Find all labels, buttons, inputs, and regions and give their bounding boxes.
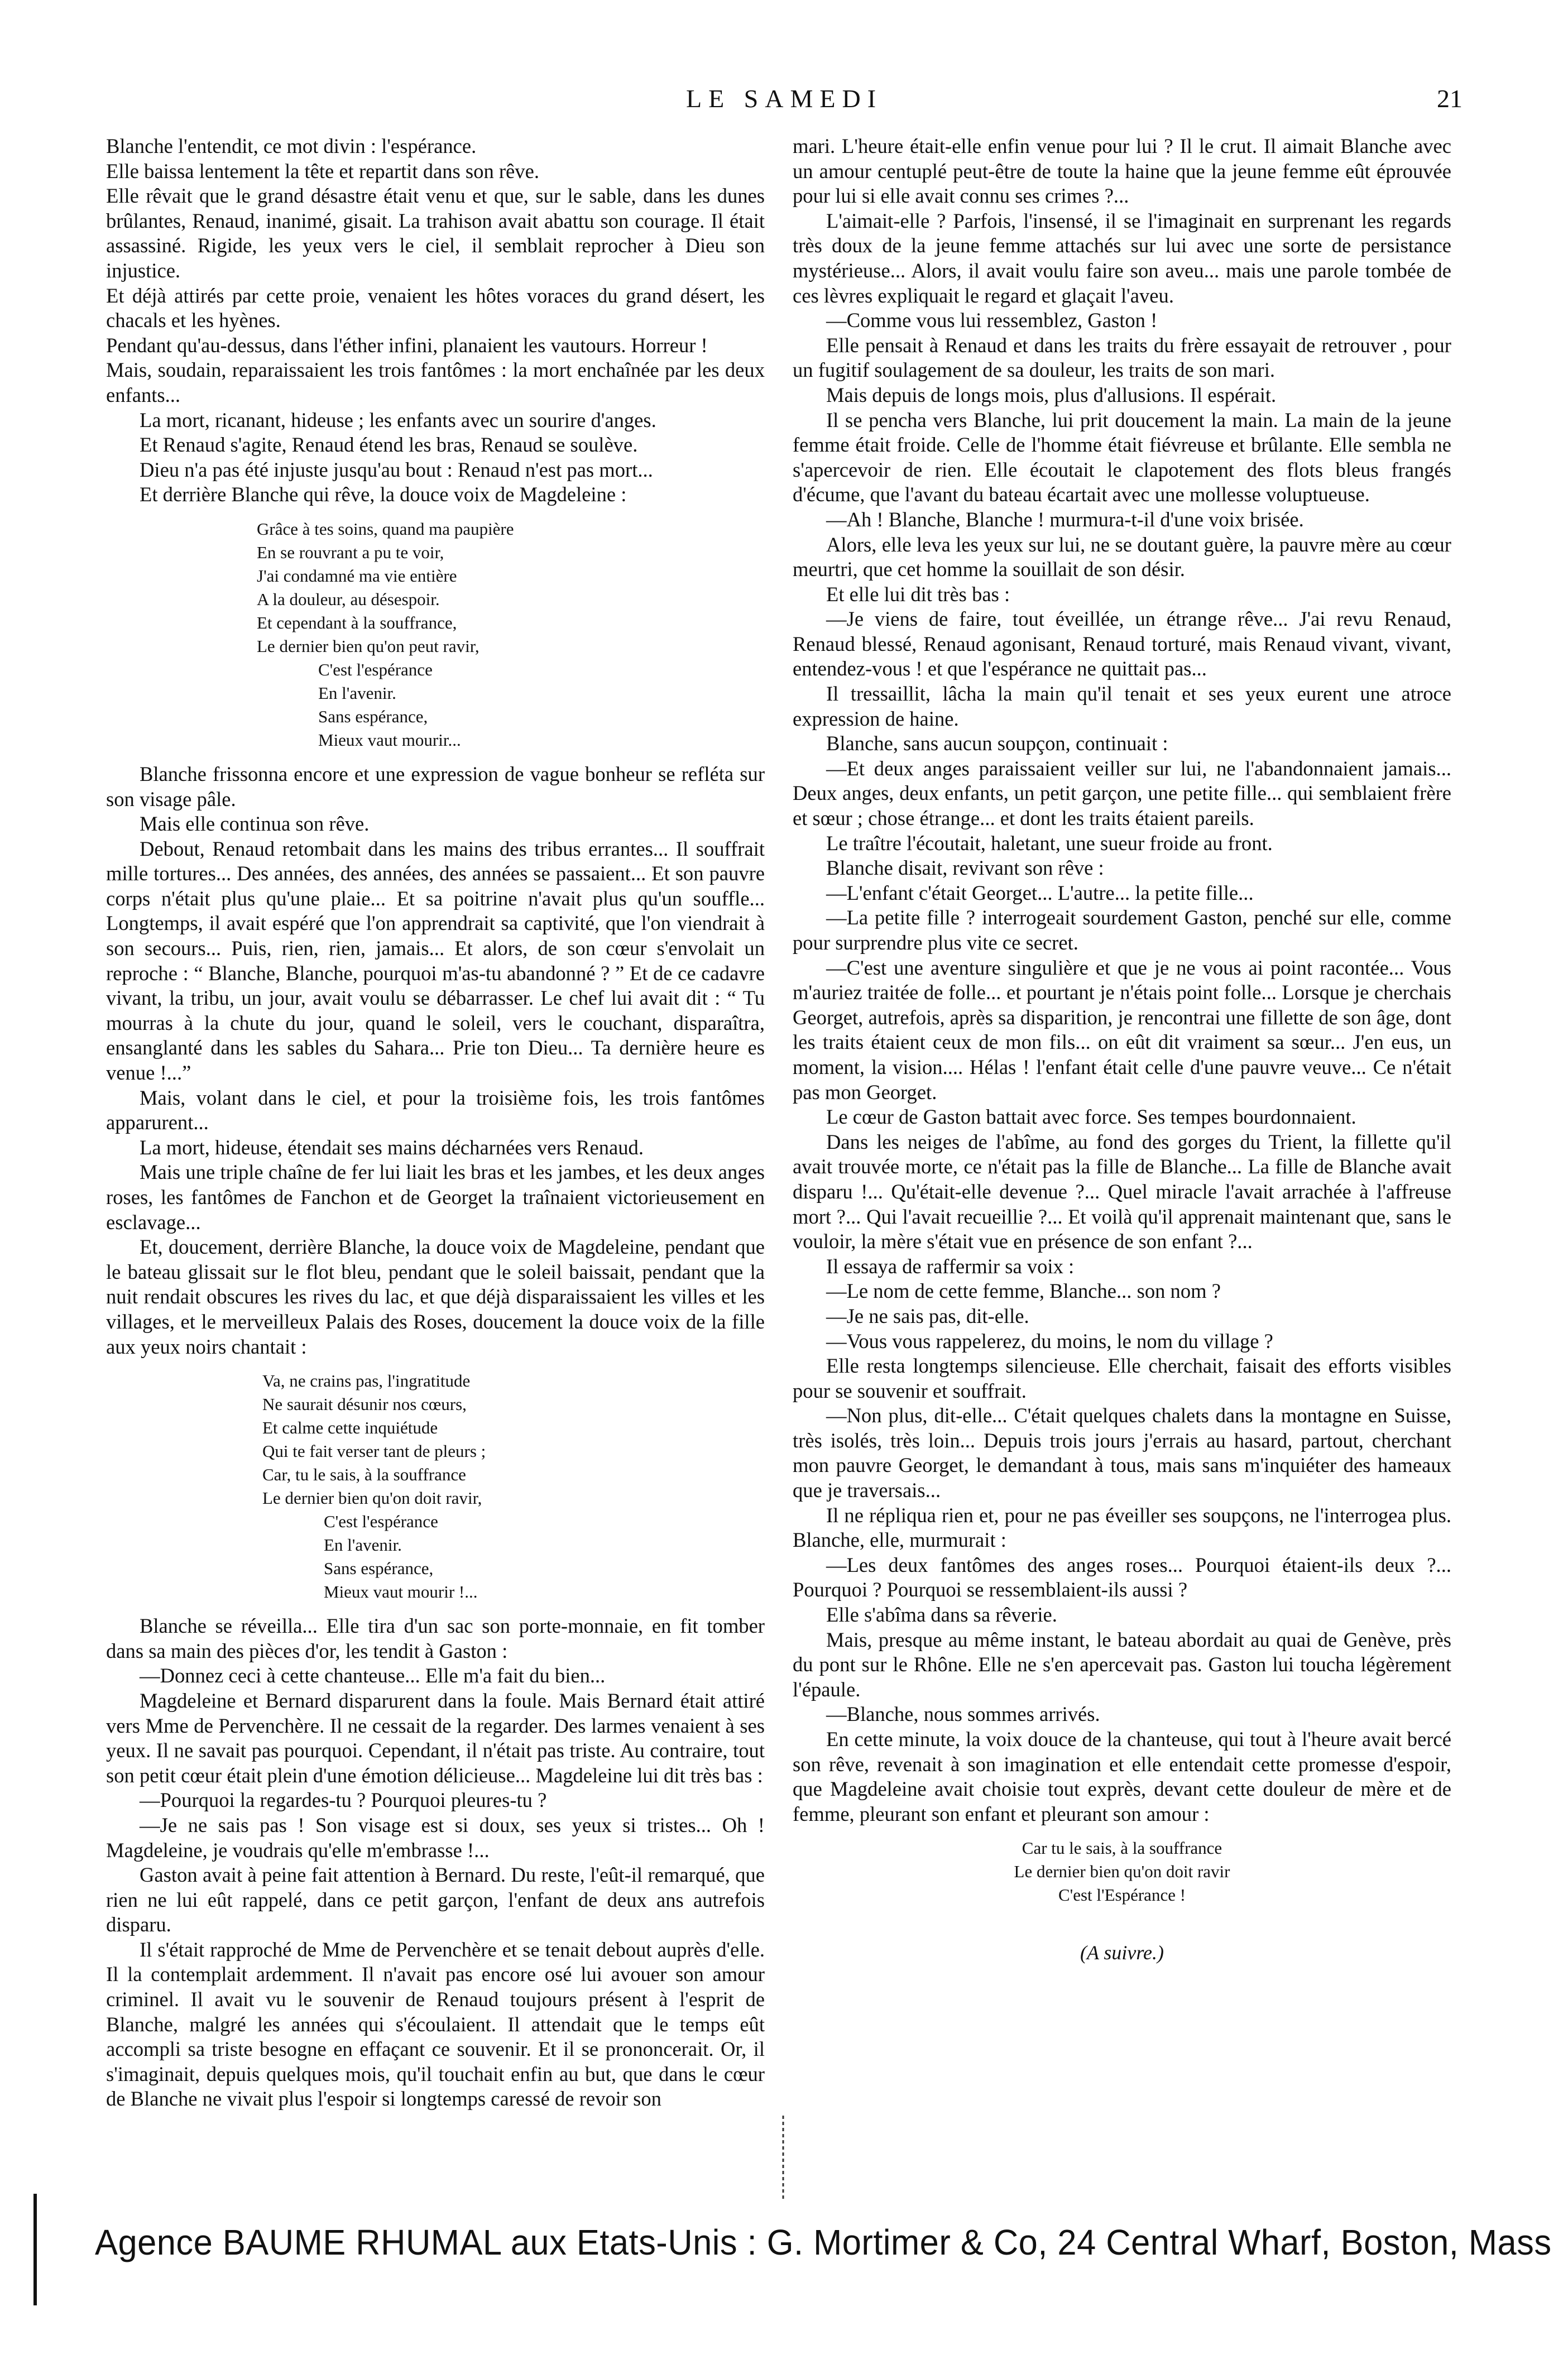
paragraph: Il ne répliqua rien et, pour ne pas éveiller ses soupçons, ne l'interrogea plus. Blanche, elle, murmurait :	[793, 1503, 1451, 1552]
paragraph: Elle pensait à Renaud et dans les traits du frère essayait de retrouver , pour un fugitif soulagement de sa douleur, les traits de son mari.	[793, 333, 1451, 382]
page-number: 21	[1437, 84, 1462, 113]
right-column	[793, 134, 1451, 1965]
paragraph: Blanche se réveilla... Elle tira d'un sac son porte-monnaie, en fit tomber dans sa main des pièces d'or, les tendit à Gaston :	[106, 1614, 765, 1662]
journal-title: LE SAMEDI	[685, 84, 883, 113]
paragraph: —Je ne sais pas, dit-elle.	[826, 1304, 1029, 1327]
paragraph: Mais depuis de longs mois, plus d'allusions. Il espérait.	[826, 383, 1277, 406]
verse-line: C'est l'espérance	[318, 659, 433, 679]
paragraph: —Les deux fantômes des anges roses... Pourquoi étaient-ils deux ?... Pourquoi ? Pourquoi se ressemblaient-ils aussi ?	[793, 1553, 1451, 1601]
paragraph: —Le nom de cette femme, Blanche... son nom ?	[826, 1279, 1221, 1303]
paragraph: Mais elle continua son rêve.	[140, 812, 370, 836]
paragraph: Alors, elle leva les yeux sur lui, ne se doutant guère, la pauvre mère au cœur meurtri, que cet homme la souillait de son désir.	[793, 533, 1451, 581]
paragraph: Et déjà attirés par cette proie, venaient les hôtes voraces du grand désert, les chacals et les hyènes.	[106, 284, 765, 332]
paragraph: Dieu n'a pas été injuste jusqu'au bout : Renaud n'est pas mort...	[140, 458, 653, 481]
verse-line: Qui te fait verser tant de pleurs ;	[262, 1441, 486, 1461]
verse-line: A la douleur, au désespoir.	[257, 589, 440, 609]
verse-line: Grâce à tes soins, quand ma paupière	[257, 519, 514, 539]
paragraph: Magdeleine et Bernard disparurent dans la foule. Mais Bernard était attiré vers Mme de Pervenchère. Il ne cessait de la regarder. Des larmes venaient à ses yeux. Il ne savait pas pourquoi. Cependant, il n'était pas triste. Au contraire, tout son petit cœur était plein d'une émotion délicieuse... Magdeleine lui dit très bas :	[106, 1689, 765, 1787]
paragraph: Il se pencha vers Blanche, lui prit doucement la main. La main de la jeune femme était froide. Celle de l'homme était fiévreuse et brûlante. Elle sembla ne s'apercevoir de rien. Elle écoutait le clapotement des flots bleus frangés d'écume, que l'avant du bateau écartait avec une mollesse voluptueuse.	[793, 408, 1451, 506]
paragraph: Debout, Renaud retombait dans les mains des tribus errantes... Il souffrait mille tortures... Des années, des années, des années se passaient... Et son pauvre corps n'était plus qu'une plaie... Et sa poitrine n'avait plus qu'un souffle... Longtemps, il avait espéré que l'on apprendrait sa captivité, que l'on viendrait à son secours... Puis, rien, rien, jamais... Et alors, de son cœur s'envolait un reproche : “ Blanche, Blanche, pourquoi m'as-tu abandonné ? ” Et de ce cadavre vivant, la tribu, un jour, avait voulu se débarrasser. Le chef lui avait dit : “ Tu mourras à la chute du jour, quand le soleil, vers le couchant, disparaîtra, ensanglanté dans les sables du Sahara... Prie ton Dieu... Ta dernière heure es venue !...”	[106, 837, 765, 1085]
paragraph: Blanche disait, revivant son rêve :	[826, 856, 1104, 880]
paragraph: —Je viens de faire, tout éveillée, un étrange rêve... J'ai revu Renaud, Renaud blessé, Renaud agonisant, Renaud torturé, mais Renaud vivant, vivant, entendez-vous ! et que l'espérance ne quittait pas...	[793, 607, 1451, 680]
verse-line: C'est l'espérance	[324, 1512, 438, 1532]
song-verse-1	[106, 517, 765, 752]
paragraph: Mais, soudain, reparaissaient les trois fantômes : la mort enchaînée par les deux enfants...	[106, 358, 765, 406]
paragraph: L'aimait-elle ? Parfois, l'insensé, il se l'imaginait en surprenant les regards très doux de la jeune femme attachés sur lui avec une sorte de persistance mystérieuse... Alors, il avait voulu faire son aveu... mais une parole tombée de ces lèvres expliquait le regard et glaçait l'aveu.	[793, 209, 1451, 307]
verse-line: Mieux vaut mourir...	[318, 730, 461, 750]
paragraph: Elle rêvait que le grand désastre était venu et que, sur le sable, dans les dunes brûlantes, Renaud, inanimé, gisait. La trahison avait abattu son courage. Il était assassiné. Rigide, les yeux vers le ciel, il semblait reprocher à Dieu son injustice.	[106, 184, 765, 282]
paragraph: Gaston avait à peine fait attention à Bernard. Du reste, l'eût-il remarqué, que rien ne lui eût rappelé, dans ce petit garçon, l'enfant de deux ans autrefois disparu.	[106, 1863, 765, 1936]
verse-line: Car tu le sais, à la souffrance	[1022, 1838, 1222, 1858]
paragraph: Mais, presque au même instant, le bateau abordait au quai de Genève, près du pont sur le Rhône. Elle ne s'en apercevait pas. Gaston lui toucha légèrement l'épaule.	[793, 1628, 1451, 1701]
paragraph: Il essaya de raffermir sa voix :	[826, 1254, 1075, 1278]
paragraph: Mais, volant dans le ciel, et pour la troisième fois, les trois fantômes apparurent...	[106, 1086, 765, 1134]
paragraph: Blanche l'entendit, ce mot divin : l'espérance.	[106, 135, 477, 157]
paragraph: En cette minute, la voix douce de la chanteuse, qui tout à l'heure avait bercé son rêve, revenait à son imagination et elle entendait cette promesse d'espoir, que Magdeleine avait choisie tout exprès, devant cette douleur de mère et de femme, pleurant son enfant et pleurant son amour :	[793, 1728, 1451, 1825]
paragraph: —C'est une aventure singulière et que je ne vous ai point racontée... Vous m'auriez traitée de folle... et pourtant je n'étais point folle... Lorsque je cherchais Georget, autrefois, après sa disparition, je rencontrai une fillette de son âge, dont les traits étaient ceux de mon fils... on eût dit vraiment sa sœur... J'en eus, un moment, la vision.... Hélas ! l'enfant était celle d'une pauvre veuve... Ce n'était pas mon Georget.	[793, 956, 1451, 1104]
verse-line: J'ai condamné ma vie entière	[257, 565, 457, 586]
paragraph: Elle baissa lentement la tête et repartit dans son rêve.	[106, 159, 539, 183]
paragraph: Le cœur de Gaston battait avec force. Ses tempes bourdonnaient.	[826, 1105, 1356, 1129]
paragraph: —Je ne sais pas ! Son visage est si doux, ses yeux si tristes... Oh ! Magdeleine, je voudrais qu'elle m'embrasse !...	[106, 1813, 765, 1862]
verse-line: Le dernier bien qu'on peut ravir,	[257, 636, 479, 656]
verse-line: Le dernier bien qu'on doit ravir	[1014, 1862, 1230, 1882]
margin-marks	[779, 2116, 787, 2199]
verse-line: Sans espérance,	[318, 706, 428, 726]
paragraph: Et Renaud s'agite, Renaud étend les bras, Renaud se soulève.	[140, 433, 638, 457]
verse-line: En l'avenir.	[324, 1535, 402, 1555]
verse-line: En se rouvrant a pu te voir,	[257, 542, 444, 562]
verse-line: Et cependant à la souffrance,	[257, 612, 457, 632]
song-verse-3	[793, 1836, 1451, 1907]
paragraph: Mais une triple chaîne de fer lui liait les bras et les jambes, et les deux anges roses, les fantômes de Fanchon et de Georget la traînaient victorieusement en esclavage...	[106, 1161, 765, 1234]
paragraph: La mort, hideuse, étendait ses mains décharnées vers Renaud.	[140, 1135, 644, 1159]
paragraph: Blanche frissonna encore et une expression de vague bonheur se refléta sur son visage pâle.	[106, 762, 765, 811]
paragraph: Il s'était rapproché de Mme de Pervenchère et se tenait debout auprès d'elle. Il la contemplait ardemment. Il n'avait pas encore osé lui avouer son amour criminel. Il avait vu le souvenir de Renaud toujours présent à l'esprit de Blanche, malgré les années qui s'écoulaient. Il attendait que le temps eût accompli sa triste besogne en effaçant ce souvenir. Et il se prononcerait. Or, il s'imaginait, depuis quelques mois, qu'il touchait enfin au but, que dans le cœur de Blanche ne vivait plus l'espoir si longtemps caressé de revoir son	[106, 1938, 765, 2111]
paragraph: Blanche, sans aucun soupçon, continuait :	[826, 732, 1168, 755]
advertisement-footer: Agence BAUME RHUMAL aux Etats-Unis : G. Mortimer & Co, 24 Central Wharf, Boston, Mass	[95, 2222, 1552, 2262]
paragraph: La mort, ricanant, hideuse ; les enfants avec un sourire d'anges.	[140, 408, 656, 431]
paragraph: Elle resta longtemps silencieuse. Elle cherchait, faisait des efforts visibles pour se souvenir et souffrait.	[793, 1354, 1451, 1402]
paragraph: Pendant qu'au-dessus, dans l'éther infini, planaient les vautours. Horreur !	[106, 333, 708, 357]
verse-line: Va, ne crains pas, l'ingratitude	[262, 1371, 471, 1391]
verse-line: En l'avenir.	[318, 683, 396, 703]
paragraph: Le traître l'écoutait, haletant, une sueur froide au front.	[826, 831, 1273, 855]
left-column	[106, 134, 765, 2112]
page-header	[106, 84, 1462, 123]
paragraph: —Comme vous lui ressemblez, Gaston !	[826, 309, 1158, 332]
paragraph: —La petite fille ? interrogeait sourdement Gaston, penché sur elle, comme pour surprendre plus vite ce secret.	[793, 906, 1451, 954]
paragraph: —Pourquoi la regardes-tu ? Pourquoi pleures-tu ?	[140, 1788, 547, 1812]
song-verse-2	[106, 1369, 765, 1604]
paragraph: Et derrière Blanche qui rêve, la douce voix de Magdeleine :	[140, 483, 627, 506]
paragraph: Elle s'abîma dans sa rêverie.	[826, 1603, 1057, 1627]
paragraph: —Non plus, dit-elle... C'était quelques chalets dans la montagne en Suisse, très isolés, très loin... Depuis trois jours j'errais au hasard, partout, cherchant mon pauvre Georget, le demandant à tous, mais sans m'inquiéter des hameaux que je traversais...	[793, 1404, 1451, 1502]
verse-line: Mieux vaut mourir !...	[324, 1582, 478, 1602]
verse-line: Sans espérance,	[324, 1559, 434, 1579]
verse-line: Car, tu le sais, à la souffrance	[262, 1465, 466, 1485]
verse-line: Et calme cette inquiétude	[262, 1418, 438, 1438]
paragraph: Et elle lui dit très bas :	[826, 582, 1010, 606]
verse-line: Ne saurait désunir nos cœurs,	[262, 1394, 467, 1414]
paragraph: —L'enfant c'était Georget... L'autre... la petite fille...	[826, 881, 1254, 904]
paragraph: —Blanche, nous sommes arrivés.	[826, 1703, 1100, 1726]
paragraph: —Vous vous rappelerez, du moins, le nom du village ?	[826, 1329, 1273, 1353]
paragraph: Il tressaillit, lâcha la main qu'il tenait et ses yeux eurent une atroce expression de haine.	[793, 682, 1451, 730]
paragraph: mari. L'heure était-elle enfin venue pour lui ? Il le crut. Il aimait Blanche avec un amour centuplé peut-être de toute la haine que la jeune femme eût éprouvée pour lui si elle avait connu ses crimes ?...	[793, 135, 1451, 208]
paragraph: Dans les neiges de l'abîme, au fond des gorges du Trient, la fillette qu'il avait trouvée morte, ce n'était pas la fille de Blanche... La fille de Blanche avait disparu !... Qu'était-elle devenue ?... Quel miracle l'avait arrachée à l'affreuse mort ?... Qui l'avait recueillie ?... Et voilà qu'il apprenait maintenant que, sans le vouloir, la mère s'était vue en présence de son enfant ?...	[793, 1130, 1451, 1253]
paragraph: —Ah ! Blanche, Blanche ! murmura-t-il d'une voix brisée.	[826, 507, 1304, 531]
verse-line: Le dernier bien qu'on doit ravir,	[262, 1488, 482, 1508]
verse-line: C'est l'Espérance !	[1058, 1885, 1186, 1905]
left-margin-rule	[33, 2194, 37, 2305]
to-be-continued: (A suivre.)	[1080, 1941, 1164, 1964]
paragraph: Et, doucement, derrière Blanche, la douce voix de Magdeleine, pendant que le bateau glissait sur le flot bleu, pendant que le soleil baissait, pendant que la nuit rendait obscures les rives du lac, et que déjà disparaissaient les villes et les villages, et le merveilleux Palais des Roses, doucement la douce voix de la fille aux yeux noirs chantait :	[106, 1235, 765, 1358]
paragraph: —Et deux anges paraissaient veiller sur lui, ne l'abandonnaient jamais... Deux anges, deux enfants, un petit garçon, une petite fille... qui semblaient frère et sœur ; chose étrange... et dont les traits étaient pareils.	[793, 756, 1451, 830]
paragraph: —Donnez ceci à cette chanteuse... Elle m'a fait du bien...	[140, 1664, 606, 1687]
